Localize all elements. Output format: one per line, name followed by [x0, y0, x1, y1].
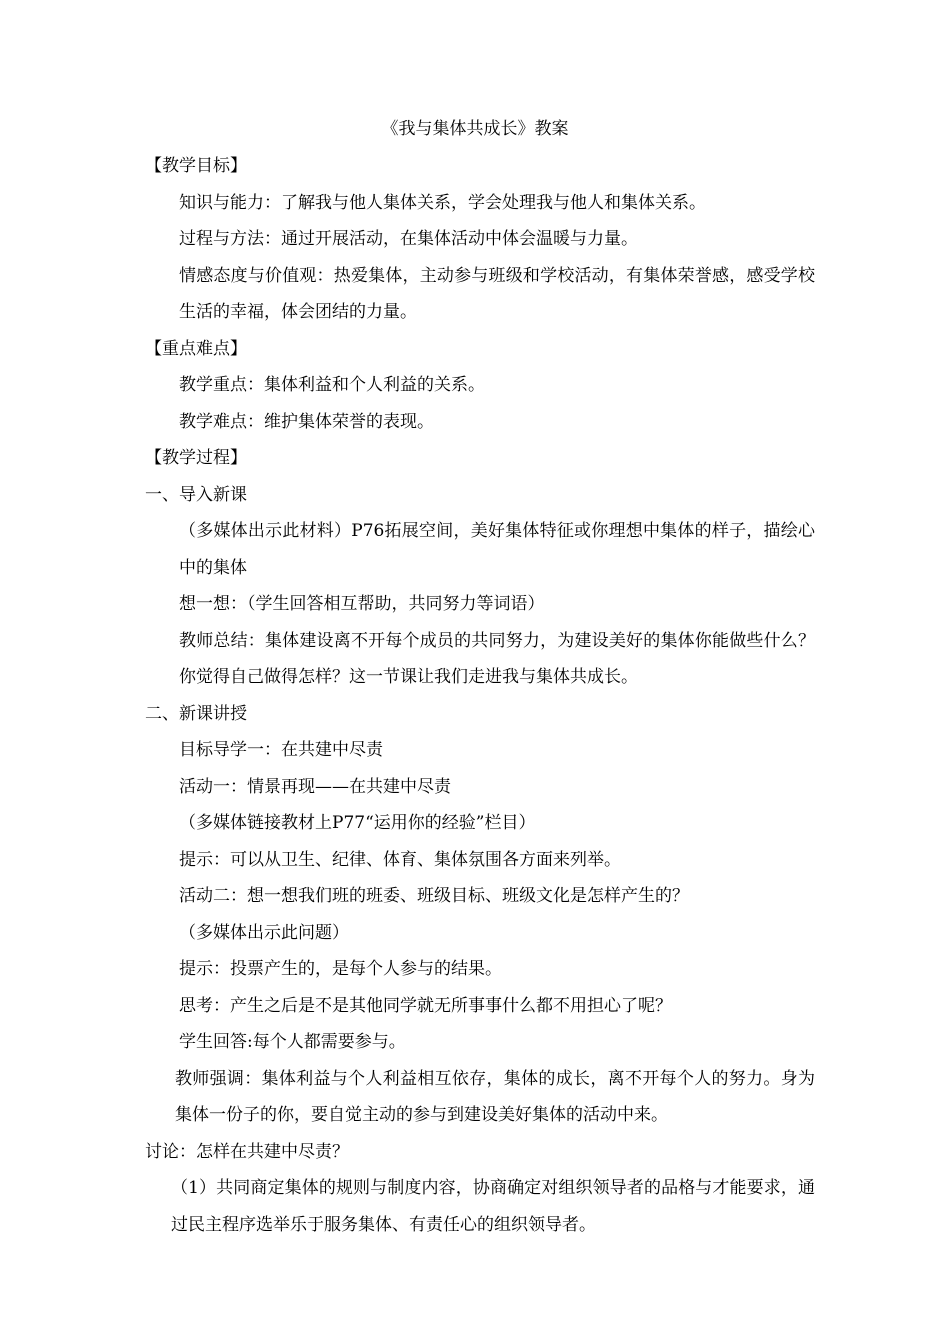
subheading-new-lesson: 二、新课讲授 [145, 703, 247, 724]
paragraph-teaching-difficulty: 教学难点：维护集体荣誉的表现。 [179, 411, 434, 432]
paragraph-hint-two: 提示：投票产生的，是每个人参与的结果。 [179, 959, 502, 979]
paragraph-think: 想一想：（学生回答相互帮助，共同努力等词语） [179, 594, 545, 614]
document-title: 《我与集体共成长》教案 [381, 119, 569, 139]
paragraph-emotion-values: 情感态度与价值观：热爱集体，主动参与班级和学校活动，有集体荣誉感，感受学校生活的幸福，体会团结的力量。 [179, 265, 815, 322]
paragraph-process-method: 过程与方法：通过开展活动，在集体活动中体会温暖与力量。 [179, 229, 638, 249]
paragraph-teacher-emphasis: 教师强调：集体利益与个人利益相互依存，集体的成长，离不开每个人的努力。身为集体一份子的你，要自觉主动的参与到建设美好集体的活动中来。 [175, 1068, 815, 1125]
paragraph-student-answer: 学生回答:每个人都需要参与。 [179, 1032, 406, 1052]
section-heading-key-points: 【重点难点】 [145, 338, 247, 359]
section-heading-objectives: 【教学目标】 [145, 156, 247, 176]
paragraph-teaching-focus: 教学重点：集体利益和个人利益的关系。 [179, 375, 485, 395]
paragraph-multimedia-p76: （多媒体出示此材料）P76拓展空间，美好集体特征或你理想中集体的样子，描绘心中的集体 [179, 521, 815, 578]
paragraph-multimedia-p77: （多媒体链接教材上P77“运用你的经验”栏目） [179, 813, 536, 833]
paragraph-point-one: （1）共同商定集体的规则与制度内容，协商确定对组织领导者的品格与才能要求，通过民主程序选举乐于服务集体、有责任心的组织领导者。 [171, 1178, 815, 1235]
subheading-introduction: 一、导入新课 [145, 484, 247, 505]
paragraph-goal-one: 目标导学一：在共建中尽责 [179, 740, 383, 760]
paragraph-activity-one: 活动一：情景再现——在共建中尽责 [179, 776, 451, 797]
paragraph-discussion: 讨论：怎样在共建中尽责？ [145, 1141, 349, 1162]
document-body [145, 148, 815, 1243]
paragraph-reflect: 思考：产生之后是不是其他同学就无所事事什么都不用担心了呢？ [179, 995, 672, 1016]
paragraph-multimedia-question: （多媒体出示此问题） [179, 922, 349, 943]
paragraph-knowledge-ability: 知识与能力：了解我与他人集体关系，学会处理我与他人和集体关系。 [179, 192, 706, 213]
paragraph-teacher-summary: 教师总结：集体建设离不开每个成员的共同努力，为建设美好的集体你能做些什么？你觉得自己做得怎样？这一节课让我们走进我与集体共成长。 [179, 630, 815, 687]
paragraph-activity-two: 活动二：想一想我们班的班委、班级目标、班级文化是怎样产生的？ [179, 886, 689, 906]
paragraph-hint-one: 提示：可以从卫生、纪律、体育、集体氛围各方面来列举。 [179, 849, 621, 870]
section-heading-process: 【教学过程】 [145, 448, 247, 468]
